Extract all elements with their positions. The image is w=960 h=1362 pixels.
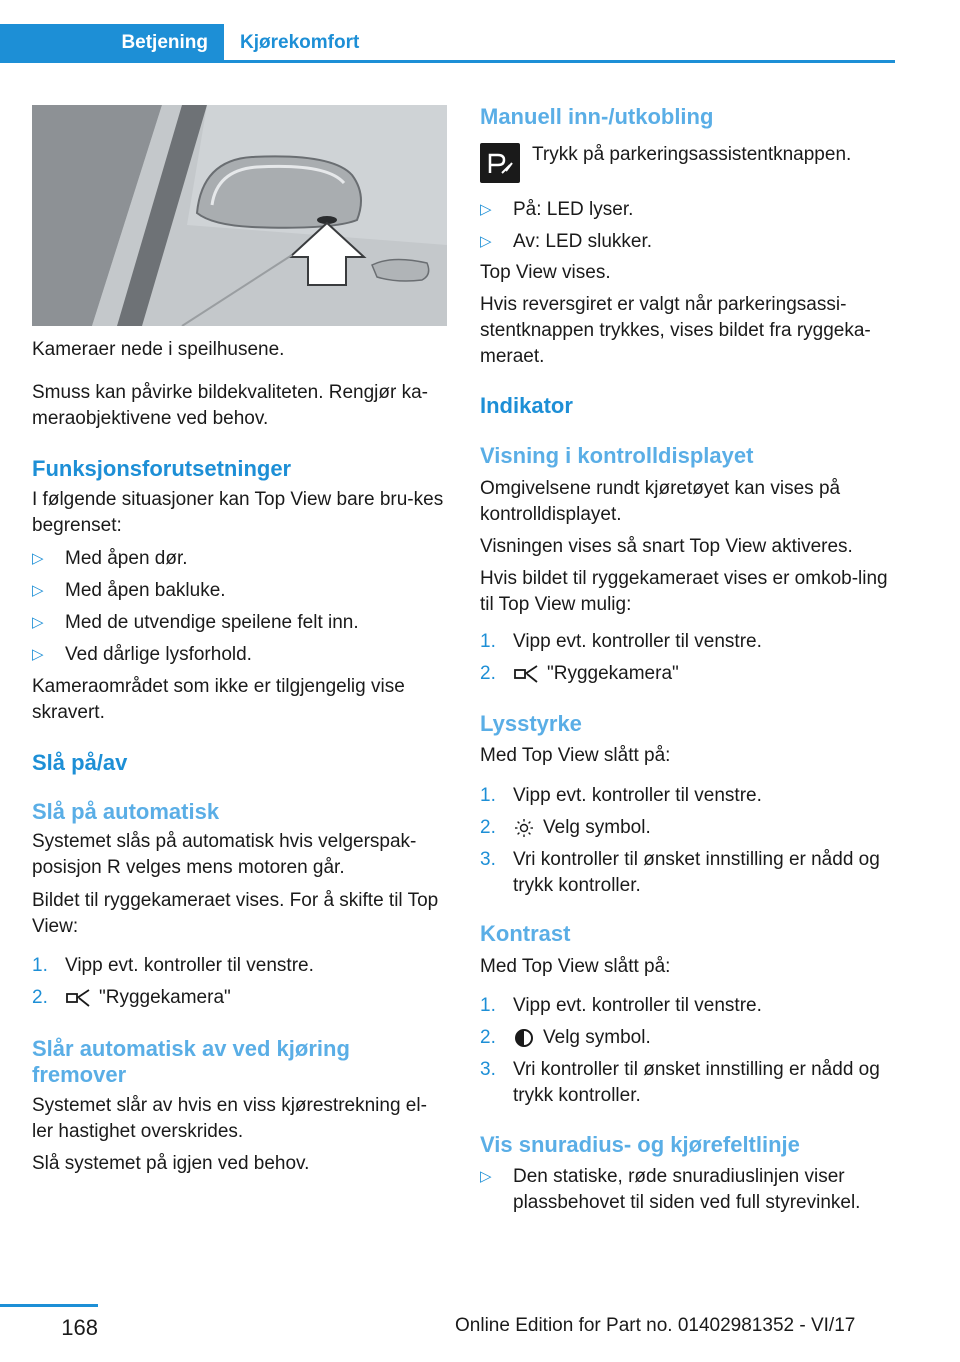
- heading-slaa-paa-automatisk: Slå på automatisk: [32, 799, 220, 824]
- mirror-camera-photo: [32, 105, 447, 326]
- trykk-text: Trykk på parkeringsassistentknappen.: [532, 144, 852, 165]
- av-text: Systemet slår av hvis en viss kjørestrekning el-ler hastighet overskrides.: [32, 1095, 427, 1142]
- heading-funksjonsforutsetninger: Funksjonsforutsetninger: [32, 456, 292, 481]
- list-item: 2. "Ryggekamera": [480, 663, 679, 684]
- list-item: 2. Velg symbol.: [480, 817, 651, 838]
- hvis-bildet-text: Hvis bildet til ryggekameraet vises er omkob-ling til Top View mulig:: [480, 568, 888, 615]
- list-item: 1. Vipp evt. kontroller til venstre.: [32, 955, 314, 976]
- smuss-text: Smuss kan påvirke bildekvaliteten. Rengjør ka-meraobjektivene ved behov.: [32, 382, 429, 429]
- tab-betjening[interactable]: Betjening: [0, 24, 224, 62]
- bullet-marker: ▷: [32, 550, 44, 567]
- list-item: 3. Vri kontroller til ønsket innstilling er nådd og trykk kontroller.: [480, 849, 880, 896]
- heading-manuell: Manuell inn-/utkobling: [480, 104, 714, 129]
- bullet-marker: ▷: [32, 646, 44, 663]
- topview-text: Top View vises.: [480, 262, 611, 283]
- visningen-text: Visningen vises så snart Top View aktiveres.: [480, 536, 853, 557]
- funk-intro: I følgende situasjoner kan Top View bare bru-kes begrenset:: [32, 489, 444, 536]
- page-number: 168: [0, 1304, 98, 1347]
- header-tabs: [0, 24, 895, 62]
- bildet-text: Bildet til ryggekameraet vises. For å skifte til Top View:: [32, 890, 439, 937]
- bullet-marker: ▷: [32, 582, 44, 599]
- kontrast-intro: Med Top View slått på:: [480, 956, 671, 977]
- list-item: 1. Vipp evt. kontroller til venstre.: [480, 631, 762, 652]
- paa-igjen-text: Slå systemet på igjen ved behov.: [32, 1153, 310, 1174]
- heading-snuradius: Vis snuradius- og kjørefeltlinje: [480, 1132, 800, 1157]
- list-item: 1. Vipp evt. kontroller til venstre.: [480, 995, 762, 1016]
- tab-kjorekomfort[interactable]: Kjørekomfort: [240, 32, 360, 53]
- parking-assistant-button-icon: [480, 143, 520, 183]
- heading-indikator: Indikator: [480, 393, 573, 418]
- heading-lysstyrke: Lysstyrke: [480, 711, 582, 736]
- list-item: ▷ Den statiske, røde snuradiuslinjen viser plassbehovet til siden ved full styrevinkel.: [480, 1166, 861, 1213]
- heading-slaa-paa-av: Slå på/av: [32, 750, 128, 775]
- rear-camera-icon: [65, 988, 91, 1008]
- heading-kontrast: Kontrast: [480, 921, 571, 946]
- rear-camera-icon: [513, 664, 539, 684]
- list-item: ▷ Ved dårlige lysforhold.: [32, 642, 447, 668]
- brightness-icon: [513, 818, 535, 838]
- heading-slaar-av: Slår automatisk av ved kjøring fremover: [32, 1036, 350, 1087]
- bullet-marker: ▷: [32, 614, 44, 631]
- list-item: ▷ Med de utvendige speilene felt inn.: [32, 610, 447, 636]
- omgiv-text: Omgivelsene rundt kjøretøyet kan vises på kontrolldisplayet.: [480, 478, 841, 525]
- list-item: ▷ På: LED lyser.: [480, 199, 634, 220]
- contrast-icon: [513, 1028, 535, 1048]
- kameraomraade-text: Kameraområdet som ikke er tilgjengelig vise skravert.: [32, 676, 405, 723]
- footer-edition: Online Edition for Part no. 01402981352 - VI/17: [455, 1315, 856, 1336]
- auto-text: Systemet slås på automatisk hvis velgerspak-posisjon R velges mens motoren går.: [32, 831, 417, 878]
- heading-visning: Visning i kontrolldisplayet: [480, 443, 754, 468]
- list-item: 3. Vri kontroller til ønsket innstilling er nådd og trykk kontroller.: [480, 1059, 880, 1106]
- list-item: 2. "Ryggekamera": [32, 987, 231, 1008]
- list-item: ▷ Med åpen dør.: [32, 546, 447, 572]
- photo-caption: Kameraer nede i speilhusene.: [32, 339, 285, 360]
- revers-text: Hvis reversgiret er valgt når parkeringsassi-stentknappen trykkes, vises bildet fra ryggeka-meraet.: [480, 294, 871, 367]
- list-item: ▷ Av: LED slukker.: [480, 231, 653, 252]
- list-item: 2. Velg symbol.: [480, 1027, 651, 1048]
- lys-intro: Med Top View slått på:: [480, 745, 671, 766]
- list-item: 1. Vipp evt. kontroller til venstre.: [480, 785, 762, 806]
- list-item: ▷ Med åpen bakluke.: [32, 578, 447, 604]
